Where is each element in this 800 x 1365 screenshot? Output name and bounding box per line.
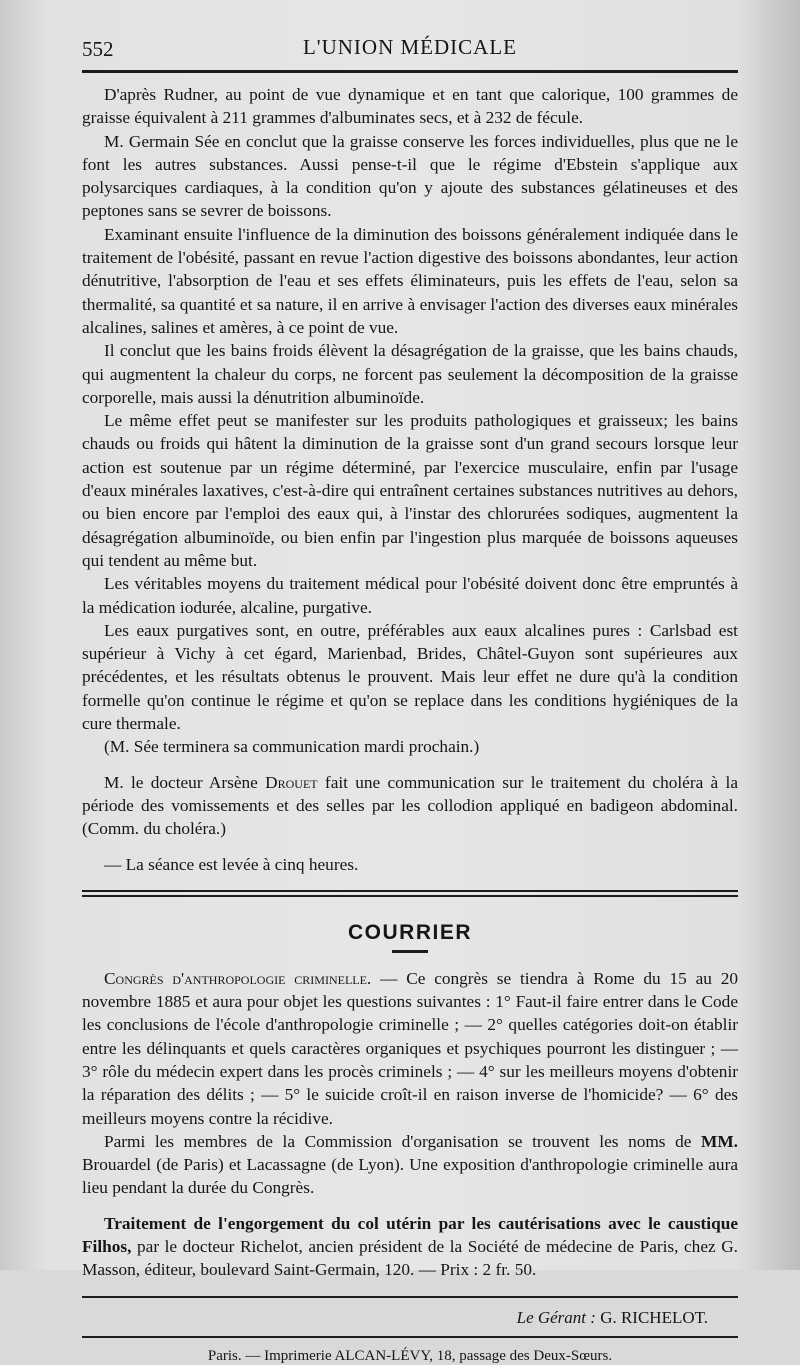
paragraph: M. Germain Sée en conclut que la graisse conserve les forces individuelles, plus que ne le font les autres substances. Aussi pense-t-il que le régime d'Ebstein s'applique aux polysarciques cardiaques, à la condition qu'on y ajoute des substances gélatineuses et des peptones sans se sevrer de boissons. bbox=[82, 131, 738, 221]
paragraph: Examinant ensuite l'influence de la diminution des boissons généralement indiquée dans le traitement de l'obésité, passant en revue l'action digestive des boissons abondantes, leur action dénutritive, l'absorption de l'eau et ses effets éliminateurs, puis les effets de l'eau, selon sa thermalité, sa quantité et sa nature, il en arrive à envisager l'action des diverses eaux minérales alcalines, salines et amères, à ce point de vue. bbox=[82, 224, 738, 337]
drouet-paragraph bbox=[82, 771, 738, 841]
commission-prefix: Parmi les membres de la Commission d'organisation se trouvent les noms de bbox=[104, 1131, 702, 1151]
imprint-line: Paris. — Imprimerie ALCAN-LÉVY, 18, passage des Deux-Sœurs. bbox=[207, 1347, 613, 1364]
paragraph: Les véritables moyens du traitement médical pour l'obésité doivent donc être empruntés à la médication iodurée, alcaline, purgative. bbox=[82, 574, 738, 617]
paragraph: D'après Rudner, au point de vue dynamique et en tant que calorique, 100 grammes de graisse équivalent à 211 grammes d'albuminates secs, et à 232 de fécule. bbox=[82, 85, 738, 128]
drouet-text: fait une communication sur le traitement du choléra à la période des vomissements et des selles par les collodion appliqué en badigeon abdominal. (Comm. du choléra.) bbox=[82, 772, 738, 839]
section-separator bbox=[82, 890, 738, 897]
paragraph: (M. Sée terminera sa communication mardi prochain.) bbox=[104, 737, 480, 757]
session-closing: — La séance est levée à cinq heures. bbox=[104, 854, 359, 874]
section-title: COURRIER bbox=[347, 920, 472, 944]
drouet-name: Drouet bbox=[265, 772, 318, 792]
bottom-rule bbox=[82, 1336, 738, 1338]
signature-label: Le Gérant : bbox=[516, 1307, 596, 1327]
drouet-prefix: M. le docteur Arsène bbox=[104, 772, 266, 792]
congres-text: — Ce congrès se tiendra à Rome du 15 au 20 novembre 1885 et aura pour objet les questions suivantes : 1° Faut-il faire entrer dans le Code les conclusions de l'école d'anthropologie criminelle ; — 2° quelles catégories doit-on établir entre les délinquants et quels caractères organiques et psychiques pourront les distinguer ; — 3° rôle du médecin expert dans les procès criminels ; — 4° sur les meilleurs moyens d'obtenir la réparation des délits ; — 5° le suicide croît-il en raison inverse de l'homicide? — 6° des meilleurs moyens contre la récidive. bbox=[82, 968, 738, 1128]
commission-mm: MM. bbox=[701, 1131, 738, 1151]
book-notice bbox=[82, 1212, 738, 1282]
congres-lead: Congrès d'anthropologie criminelle. bbox=[104, 968, 372, 988]
article-body bbox=[82, 83, 738, 876]
page-number: 552 bbox=[82, 37, 114, 61]
page-header bbox=[82, 30, 738, 64]
paragraph: Les eaux purgatives sont, en outre, préférables aux eaux alcalines pures : Carlsbad est supérieur à Vichy à cet égard, Marienbad, Brides, Châtel-Guyon sont supérieures aux précédentes, et les résultats obtenus le prouvent. Mais leur effet ne dure qu'à la condition formelle qu'on continue le régime et qu'on se replace dans les conditions hygiéniques de la cure thermale. bbox=[82, 620, 738, 734]
paragraph: Il conclut que les bains froids élèvent la désagrégation de la graisse, que les bains chauds, qui augmentent la chaleur du corps, ne forcent pas seulement la décomposition de la graisse corporelle, mais aussi la dénutrition albuminoïde. bbox=[82, 341, 738, 407]
commission-text: Brouardel (de Paris) et Lacassagne (de Lyon). Une exposition d'anthropologie criminelle aura lieu pendant la durée du Congrès. bbox=[82, 1155, 738, 1198]
header-rule bbox=[82, 70, 738, 73]
title-underline bbox=[392, 950, 428, 953]
courrier-body bbox=[82, 967, 738, 1282]
book-details: par le docteur Richelot, ancien président de la Société de médecine de Paris, chez G. Masson, éditeur, boulevard Saint-Germain, 120. — Prix : 2 fr. 50. bbox=[82, 1237, 738, 1280]
book-title: Traitement de l'engorgement du col utérin par les cautérisations avec le caustique Filhos, bbox=[82, 1213, 738, 1257]
running-title: L'UNION MÉDICALE bbox=[302, 34, 517, 59]
signature-name: G. RICHELOT. bbox=[595, 1307, 708, 1327]
congres-paragraph bbox=[82, 967, 738, 1130]
signature-rule bbox=[82, 1296, 738, 1298]
paragraph: Le même effet peut se manifester sur les produits pathologiques et graisseux; les bains chauds ou froids qui hâtent la diminution de la graisse sont d'un grand secours lorsque leur action est soutenue par un régime déterminé, par l'exercice musculaire, enfin par l'usage d'eaux minérales laxatives, c'est-à-dire qui entraînent certaines substances nutritives au dehors, ou bien encore par l'emploi des eaux qui, à l'instar des chlorurées sodiques, augmentent la désagrégation albuminoïde, ou bien enfin par l'ingestion plus marquée de boissons aqueuses qui tendent au même but. bbox=[82, 411, 738, 570]
signature bbox=[82, 1308, 738, 1328]
commission-paragraph bbox=[82, 1130, 738, 1200]
